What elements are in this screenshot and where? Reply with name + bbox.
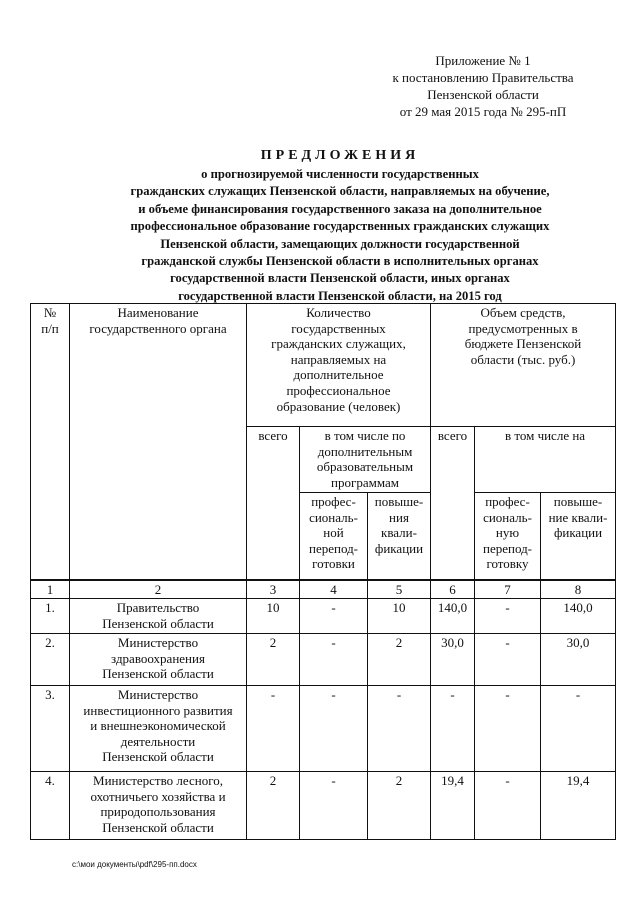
row-value: -	[247, 686, 300, 772]
row-value: 140,0	[431, 599, 475, 634]
column-number: 3	[247, 580, 300, 599]
column-number: 1	[31, 580, 70, 599]
row-value: 30,0	[431, 634, 475, 686]
row-value: 30,0	[541, 634, 616, 686]
row-number: 2.	[31, 634, 70, 686]
file-path-footer: c:\мои документы\pdf\295-пп.docx	[72, 860, 197, 869]
header-retraining-amount: профес- сиональ- ную перепод- готовку	[475, 493, 541, 580]
appendix-block	[358, 52, 608, 120]
table-row	[31, 772, 616, 840]
subtitle-line: о прогнозируемой численности государственных	[201, 167, 479, 181]
organ-name: Правительство Пензенской области	[70, 599, 247, 634]
row-value: 10	[368, 599, 431, 634]
column-number: 6	[431, 580, 475, 599]
row-value: -	[300, 599, 368, 634]
appendix-line: Пензенской области	[427, 87, 539, 102]
appendix-line: к постановлению Правительства	[392, 70, 574, 85]
document-subtitle	[60, 166, 620, 305]
header-qualification-amount: повыше- ние квали- фикации	[541, 493, 616, 580]
row-value: 2	[368, 772, 431, 840]
row-value: 19,4	[541, 772, 616, 840]
row-value: -	[475, 599, 541, 634]
subtitle-line: Пензенской области, замещающих должности государственной	[160, 236, 520, 251]
row-value: -	[541, 686, 616, 772]
row-value: -	[475, 634, 541, 686]
row-number: 4.	[31, 772, 70, 840]
row-value: 10	[247, 599, 300, 634]
header-total-amount: всего	[431, 427, 475, 580]
table-row	[31, 634, 616, 686]
organ-name: Министерство лесного, охотничьего хозяйства и природопользования Пензенской области	[70, 772, 247, 840]
table-row	[31, 686, 616, 772]
row-value: 2	[247, 634, 300, 686]
row-value: -	[300, 634, 368, 686]
row-value: 19,4	[431, 772, 475, 840]
header-retraining: профес- сиональ- ной перепод- готовки	[300, 493, 368, 580]
appendix-line: от 29 мая 2015 года № 295-пП	[399, 104, 567, 119]
header-incl-na: в том числе на	[475, 427, 616, 493]
row-value: -	[300, 772, 368, 840]
row-number: 1.	[31, 599, 70, 634]
document-title: ПРЕДЛОЖЕНИЯ	[260, 148, 420, 163]
subtitle-line: гражданской службы Пензенской области в исполнительных органах	[141, 254, 539, 269]
subtitle-line: профессиональное образование государственных гражданских служащих	[130, 219, 550, 234]
header-incl-programs: в том числе по дополнительным образовательным программам	[300, 427, 431, 493]
header-amount: Объем средств, предусмотренных в бюджете Пензенской области (тыс. руб.)	[431, 304, 616, 427]
table-row	[31, 599, 616, 634]
header-qualification: повыше- ния квали- фикации	[368, 493, 431, 580]
column-number: 8	[541, 580, 616, 599]
subtitle-line: гражданских служащих Пензенской области, направляемых на обучение,	[130, 184, 550, 199]
row-number: 3.	[31, 686, 70, 772]
header-total: всего	[247, 427, 300, 580]
header-name: Наименование государственного органа	[70, 304, 247, 580]
subtitle-line: государственной власти Пензенской области, на 2015 год	[178, 288, 502, 303]
row-value: -	[300, 686, 368, 772]
subtitle-line: и объеме финансирования государственного заказа на дополнительное	[138, 201, 542, 216]
header-num: № п/п	[31, 304, 70, 580]
row-value: 2	[247, 772, 300, 840]
subtitle-line: государственной власти Пензенской области, иных органах	[170, 271, 510, 286]
column-number: 4	[300, 580, 368, 599]
row-value: -	[431, 686, 475, 772]
column-number-row	[31, 580, 616, 599]
column-number: 7	[475, 580, 541, 599]
column-number: 2	[70, 580, 247, 599]
row-value: 140,0	[541, 599, 616, 634]
column-number: 5	[368, 580, 431, 599]
organ-name: Министерство инвестиционного развития и внешнеэкономической деятельности Пензенской области	[70, 686, 247, 772]
row-value: -	[368, 686, 431, 772]
row-value: -	[475, 686, 541, 772]
appendix-line: Приложение № 1	[435, 53, 531, 68]
proposals-table	[30, 303, 616, 840]
header-count: Количество государственных гражданских служащих, направляемых на дополнительное профессиональное образование (человек)	[247, 304, 431, 427]
row-value: -	[475, 772, 541, 840]
row-value: 2	[368, 634, 431, 686]
organ-name: Министерство здравоохранения Пензенской области	[70, 634, 247, 686]
